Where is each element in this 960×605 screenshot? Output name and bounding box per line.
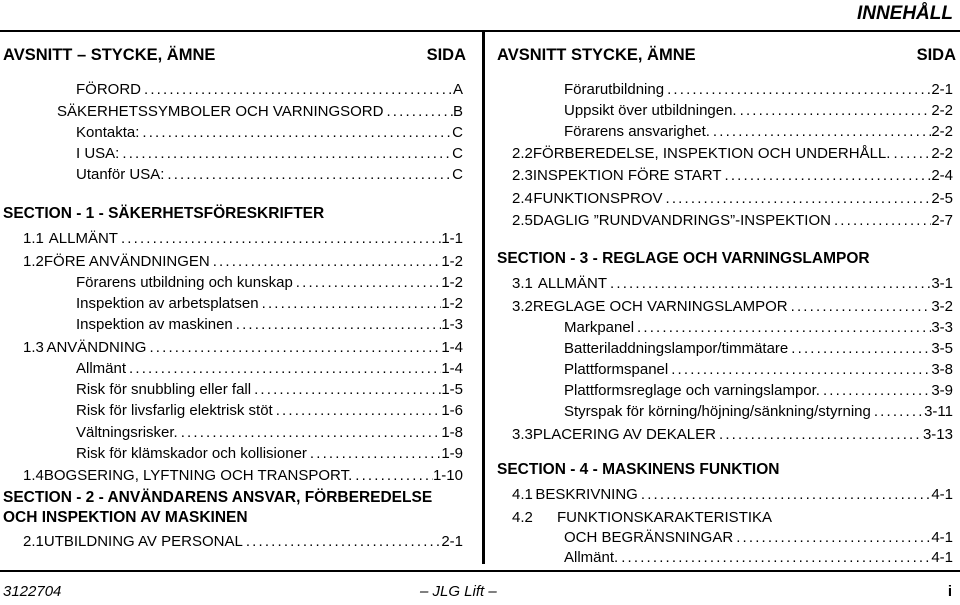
toc-entry[interactable]: [23, 253, 463, 270]
toc-leader: [383, 103, 453, 120]
toc-entry-number: 1.2: [23, 253, 44, 270]
toc-entry[interactable]: [57, 103, 463, 120]
toc-entry[interactable]: [512, 212, 953, 229]
toc-leader: [663, 190, 932, 207]
toc-leader: [293, 274, 442, 291]
toc-leader: [307, 445, 441, 462]
page-title: INNEHÅLL: [856, 3, 953, 24]
toc-entry-title: ALLMÄNT: [537, 275, 608, 292]
toc-entry[interactable]: [512, 298, 953, 315]
toc-entry-number: 2.4: [512, 190, 533, 207]
toc-entry-page: B: [452, 103, 463, 120]
toc-entry-page: 1-6: [441, 402, 463, 419]
toc-entry[interactable]: [512, 190, 953, 207]
toc-leader: [164, 166, 452, 183]
toc-entry-title: I USA:: [76, 145, 120, 162]
toc-entry-number: 2.5: [512, 212, 533, 229]
toc-entry-number: 1.3: [23, 339, 44, 356]
toc-leader: [733, 529, 931, 546]
toc-leader: [722, 167, 932, 184]
toc-entry-page: 1-8: [441, 424, 463, 441]
column-heading-label: AVSNITT – STYCKE, ÄMNE: [3, 46, 216, 64]
toc-entry-page: 1-5: [441, 381, 463, 398]
toc-entry-number: 3.3: [512, 426, 533, 443]
toc-leader: [210, 253, 442, 270]
toc-entry-title: Risk för klämskador och kollisioner: [76, 445, 307, 462]
toc-entry[interactable]: [564, 382, 953, 399]
toc-entry-title: Allmänt.: [564, 549, 619, 566]
toc-leader: [118, 230, 441, 247]
toc-entry[interactable]: [512, 275, 953, 292]
column-divider: [482, 30, 485, 564]
toc-entry-title: Markpanel: [564, 319, 635, 336]
toc-entry-page: 3-13: [922, 426, 953, 443]
toc-entry-page: 2-2: [931, 145, 953, 162]
toc-entry-page: 2-1: [931, 81, 953, 98]
toc-leader: [820, 382, 931, 399]
toc-entry-page: 1-3: [441, 316, 463, 333]
toc-entry-number: 1.4: [23, 467, 44, 484]
toc-leader: [871, 403, 924, 420]
toc-entry-page: 2-1: [441, 533, 463, 550]
toc-entry[interactable]: [23, 467, 463, 484]
toc-entry-number: 2.1: [23, 533, 44, 550]
toc-entry[interactable]: [76, 381, 463, 398]
toc-entry-title: Inspektion av arbetsplatsen: [76, 295, 259, 312]
toc-entry-page: 4-1: [931, 549, 953, 566]
toc-entry-title: FUNKTIONSKARAKTERISTIKA: [557, 509, 773, 526]
toc-entry-title: FÖRE ANVÄNDNINGEN: [43, 253, 210, 270]
brand-label: – JLG Lift –: [420, 583, 497, 600]
toc-entry-page: 2-7: [931, 212, 953, 229]
toc-entry-page: 1-4: [441, 339, 463, 356]
document-number: 3122704: [3, 583, 62, 600]
toc-entry-page: 1-1: [441, 230, 463, 247]
toc-entry[interactable]: [76, 424, 463, 441]
toc-entry[interactable]: [23, 230, 463, 247]
column-heading: [3, 46, 466, 65]
toc-entry-title: ANVÄNDNING: [46, 339, 147, 356]
toc-entry-title: Förarens utbildning och kunskap: [76, 274, 293, 291]
toc-entry-title: Inspektion av maskinen: [76, 316, 233, 333]
toc-entry-page: 2-2: [931, 123, 953, 140]
toc-entry[interactable]: [512, 509, 953, 526]
toc-entry-number: 4.1: [512, 486, 533, 503]
page-number: i: [947, 583, 952, 600]
section-heading: SECTION - 4 - MASKINENS FUNKTION: [497, 461, 780, 478]
toc-entry[interactable]: [564, 361, 953, 378]
toc-leader: [634, 319, 931, 336]
footer-rule: [0, 570, 960, 572]
toc-entry-title: Plattformspanel: [564, 361, 669, 378]
toc-entry[interactable]: [76, 81, 463, 98]
toc-entry-title: BOGSERING, LYFTNING OCH TRANSPORT.: [43, 467, 353, 484]
toc-entry[interactable]: [564, 123, 953, 140]
toc-leader: [243, 533, 442, 550]
section-heading: SECTION - 3 - REGLAGE OCH VARNINGSLAMPOR: [497, 250, 870, 267]
toc-leader: [119, 145, 452, 162]
toc-entry-page: 1-4: [441, 360, 463, 377]
toc-leader: [831, 212, 931, 229]
toc-entry-page: C: [452, 145, 463, 162]
column-heading-page: SIDA: [916, 46, 956, 64]
toc-leader: [146, 339, 441, 356]
toc-entry-page: 4-1: [931, 529, 953, 546]
toc-leader: [710, 123, 931, 140]
toc-entry-title: Uppsikt över utbildningen.: [564, 102, 737, 119]
toc-leader: [788, 298, 932, 315]
section-heading: SECTION - 1 - SÄKERHETSFÖRESKRIFTER: [3, 205, 325, 222]
toc-leader: [788, 340, 931, 357]
toc-entry[interactable]: [564, 529, 953, 546]
toc-entry-page: 3-8: [931, 361, 953, 378]
toc-entry[interactable]: [76, 145, 463, 162]
toc-entry[interactable]: [512, 426, 953, 443]
toc-entry-title: Förarutbildning: [564, 81, 665, 98]
toc-entry-title: UTBILDNING AV PERSONAL: [43, 533, 243, 550]
toc-entry-title: DAGLIG ”RUNDVANDRINGS”-INSPEKTION: [532, 212, 831, 229]
toc-entry-title: Förarens ansvarighet.: [564, 123, 710, 140]
toc-entry-page: 3-11: [924, 403, 953, 420]
toc-entry-title: REGLAGE OCH VARNINGSLAMPOR: [532, 298, 788, 315]
toc-entry-title: BESKRIVNING: [535, 486, 638, 503]
toc-entry-title: INSPEKTION FÖRE START: [532, 167, 722, 184]
toc-entry-page: 3-9: [931, 382, 953, 399]
toc-leader: [890, 145, 931, 162]
column-heading: [497, 46, 956, 65]
toc-entry[interactable]: [564, 81, 953, 98]
toc-entry[interactable]: [76, 402, 463, 419]
toc-entry-number: 3.1: [512, 275, 533, 292]
toc-entry-page: 1-2: [441, 295, 463, 312]
toc-entry-number: 2.3: [512, 167, 533, 184]
toc-leader: [618, 549, 931, 566]
toc-entry-page: 4-1: [931, 486, 953, 503]
toc-leader: [259, 295, 442, 312]
toc-entry[interactable]: [76, 445, 463, 462]
toc-entry-page: 1-10: [432, 467, 463, 484]
toc-entry-title: Vältningsrisker.: [76, 424, 178, 441]
toc-leader: [139, 124, 452, 141]
toc-entry-title: Utanför USA:: [76, 166, 165, 183]
toc-leader: [178, 424, 442, 441]
toc-entry-page: 1-2: [441, 253, 463, 270]
toc-entry-page: 3-3: [931, 319, 953, 336]
toc-entry-title: Batteriladdningslampor/timmätare: [564, 340, 789, 357]
toc-leader: [352, 467, 433, 484]
toc-entry[interactable]: [564, 319, 953, 336]
toc-entry-title: FÖRORD: [76, 81, 141, 98]
toc-entry-number: 2.2: [512, 145, 533, 162]
header-rule: [0, 30, 960, 32]
toc-entry-title: Plattformsreglage och varningslampor.: [564, 382, 820, 399]
toc-entry[interactable]: [512, 145, 953, 162]
toc-entry-title: Styrspak för körning/höjning/sänkning/styrning: [564, 403, 871, 420]
toc-leader: [233, 316, 442, 333]
toc-entry-title: Risk för snubbling eller fall: [76, 381, 252, 398]
toc-leader: [716, 426, 923, 443]
toc-leader: [126, 360, 441, 377]
column-heading-page: SIDA: [426, 46, 466, 64]
toc-entry[interactable]: [512, 167, 953, 184]
toc-entry[interactable]: [564, 403, 953, 420]
toc-entry-page: 2-2: [931, 102, 953, 119]
toc-entry-title: FÖRBEREDELSE, INSPEKTION OCH UNDERHÅLL.: [532, 145, 891, 162]
toc-leader: [607, 275, 931, 292]
toc-entry-title: Risk för livsfarlig elektrisk stöt: [76, 402, 273, 419]
toc-entry-title: Kontakta:: [76, 124, 140, 141]
toc-entry-page: 2-5: [931, 190, 953, 207]
toc-entry-title: FUNKTIONSPROV: [533, 190, 663, 207]
toc-entry-page: 3-2: [931, 298, 953, 315]
toc-entry[interactable]: [512, 486, 953, 503]
toc-entry-title: Allmänt: [76, 360, 127, 377]
toc-entry[interactable]: [23, 533, 463, 550]
toc-entry-page: 1-9: [441, 445, 463, 462]
section-heading-continued: OCH INSPEKTION AV MASKINEN: [3, 509, 248, 526]
toc-entry-page: 3-1: [931, 275, 953, 292]
toc-entry-page: C: [452, 166, 463, 183]
section-heading: SECTION - 2 - ANVÄNDARENS ANSVAR, FÖRBEREDELSE: [3, 489, 433, 506]
toc-entry-page: C: [452, 124, 463, 141]
toc-entry[interactable]: [23, 339, 463, 356]
toc-entry-title: OCH BEGRÄNSNINGAR: [564, 529, 734, 546]
toc-entry[interactable]: [564, 340, 953, 357]
toc-entry-page: 3-5: [931, 340, 953, 357]
toc-entry-page: 1-2: [441, 274, 463, 291]
toc-leader: [668, 361, 931, 378]
toc-entry-page: A: [452, 81, 463, 98]
toc-entry-title: PLACERING AV DEKALER: [532, 426, 716, 443]
toc-entry[interactable]: [76, 274, 463, 291]
toc-leader: [273, 402, 442, 419]
toc-entry[interactable]: [76, 166, 463, 183]
toc-leader: [638, 486, 931, 503]
toc-entry[interactable]: [564, 102, 953, 119]
toc-entry[interactable]: [76, 360, 463, 377]
toc-entry-title: SÄKERHETSSYMBOLER OCH VARNINGSORD: [57, 103, 384, 120]
toc-entry[interactable]: [76, 124, 463, 141]
toc-leader: [251, 381, 441, 398]
toc-leader: [737, 102, 932, 119]
toc-leader: [141, 81, 453, 98]
toc-entry-title: ALLMÄNT: [48, 230, 118, 247]
toc-entry[interactable]: [564, 549, 953, 566]
toc-entry-number: 3.2: [512, 298, 533, 315]
toc-entry-number: 1.1: [23, 230, 44, 247]
column-heading-label: AVSNITT STYCKE, ÄMNE: [497, 46, 696, 64]
toc-entry[interactable]: [76, 295, 463, 312]
toc-leader: [664, 81, 931, 98]
toc-entry[interactable]: [76, 316, 463, 333]
toc-entry-page: 2-4: [931, 167, 953, 184]
toc-entry-number: 4.2: [512, 509, 533, 526]
